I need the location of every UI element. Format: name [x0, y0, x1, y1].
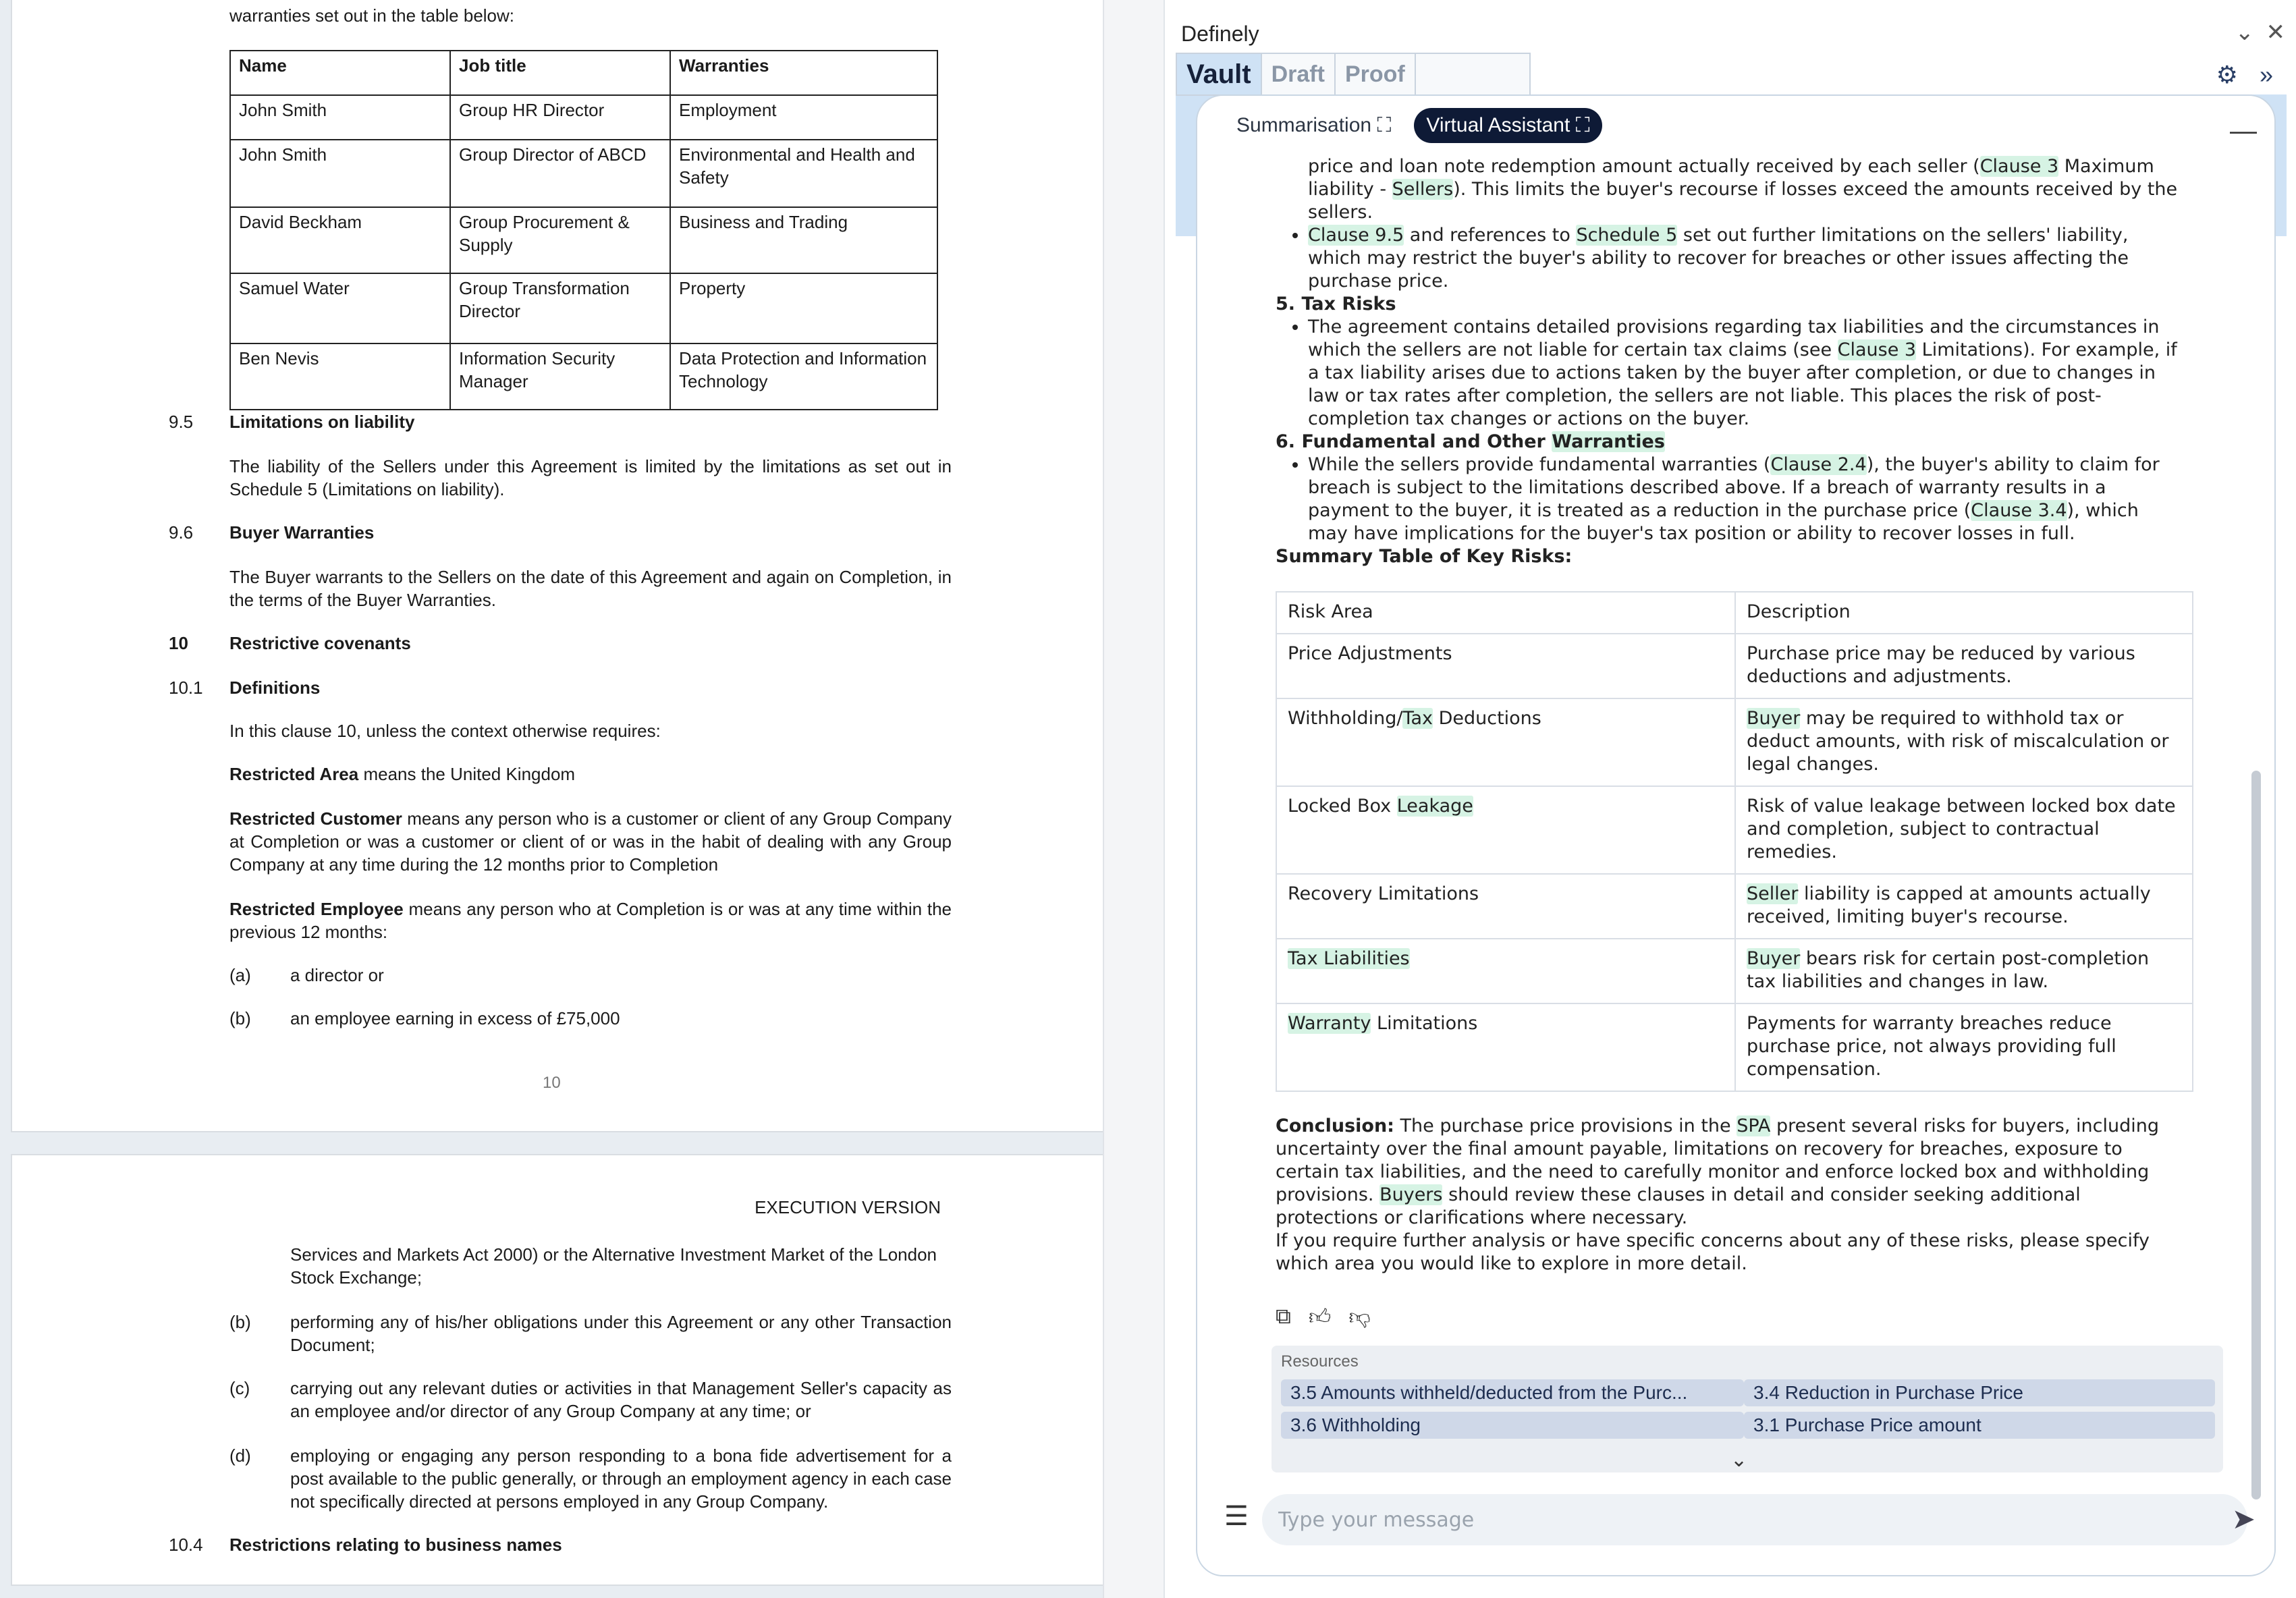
section-text: Services and Markets Act 2000) or the Alternative Investment Market of the London Stock Exchange; — [290, 1244, 937, 1288]
table-cell: Employment — [670, 95, 937, 140]
chevron-down-icon[interactable]: ⌄ — [2235, 20, 2254, 45]
warranties-table — [229, 50, 938, 410]
document-page — [12, 0, 1103, 1131]
message-input[interactable] — [1262, 1494, 2247, 1545]
term-link[interactable]: Seller — [1747, 883, 1799, 904]
expand-icon[interactable]: ⛶ — [1377, 114, 1392, 136]
table-cell: Payments for warranty breaches reduce purchase price, not always providing full compensation. — [1735, 1003, 2193, 1091]
table-header-name: Name — [230, 51, 450, 95]
list-label: (b) — [229, 1312, 251, 1332]
definition: Restricted Customer means any person who is a customer or client of any Group Company at Completion or was a customer or client of or was in the habit of dealing with any Group Company at any time during the 12 months prior to Completion — [229, 808, 952, 875]
term-link[interactable]: Leakage — [1396, 796, 1473, 817]
table-cell: Warranty Limitations — [1276, 1003, 1735, 1091]
thumbs-down-icon[interactable]: 👎︎ — [1348, 1304, 1371, 1329]
table-row — [1276, 939, 2193, 1003]
section-number: 10.1 — [169, 678, 203, 698]
term-link[interactable]: Warranties — [1552, 431, 1665, 452]
table-cell: Group HR Director — [450, 95, 670, 140]
section-heading: Limitations on liability — [229, 412, 415, 432]
list-label: (a) — [229, 965, 251, 985]
clause-link[interactable]: Clause 9.5 — [1308, 225, 1404, 246]
table-header-warranties: Warranties — [670, 51, 937, 95]
table-cell: David Beckham — [230, 207, 450, 273]
menu-icon[interactable]: ☰ — [1224, 1501, 1249, 1531]
document-page — [12, 1155, 1103, 1585]
resource-chip[interactable]: 3.4 Reduction in Purchase Price — [1744, 1379, 2215, 1406]
assistant-tabs — [1224, 108, 1602, 143]
table-cell: Locked Box Leakage — [1276, 786, 1735, 874]
list-label: (c) — [229, 1378, 250, 1398]
list-item: • The agreement contains detailed provisions regarding tax liabilities and the circumstances in which the sellers are not liable for certain tax claims (see Clause 3 Limitations). For example, if a tax liability arises due to actions taken by the buyer after completion, or due to changes in law or tax rates after completion, the sellers are not liable. This places the risk of post-completion tax changes or actions on the buyer. — [1308, 316, 2180, 431]
expand-icon[interactable]: ⛶ — [1575, 114, 1590, 136]
table-cell: Group Procurement & Supply — [450, 207, 670, 273]
section-heading: Buyer Warranties — [229, 522, 375, 543]
table-cell: Information Security Manager — [450, 343, 670, 410]
table-cell: Ben Nevis — [230, 343, 450, 410]
section-text: The liability of the Sellers under this Agreement is limited by the limitations as set out in Schedule 5 (Limitations on liability). — [229, 456, 952, 499]
table-cell: Risk of value leakage between locked box date and completion, subject to contractual remedies. — [1735, 786, 2193, 874]
panel-tabs — [1176, 53, 1531, 94]
panel-toolbar — [2216, 61, 2273, 89]
tab-virtual-assistant[interactable]: Virtual Assistant ⛶ — [1414, 108, 1602, 143]
copy-icon[interactable]: ⧉ — [1276, 1304, 1291, 1328]
message-composer — [1224, 1494, 2256, 1545]
scroll-thumb[interactable] — [2251, 771, 2261, 1499]
page-number: 10 — [543, 1074, 561, 1092]
send-icon[interactable]: ➤ — [2231, 1503, 2256, 1535]
table-row — [230, 140, 937, 207]
table-cell: John Smith — [230, 140, 450, 207]
term-link[interactable]: Tax Liabilities — [1288, 948, 1410, 969]
page-header: EXECUTION VERSION — [755, 1197, 941, 1217]
list-item: an employee earning in excess of £75,000 — [290, 1008, 620, 1028]
assistant-card — [1196, 94, 2276, 1576]
feedback-bar — [1276, 1304, 1371, 1330]
section-number: 9.5 — [169, 412, 194, 432]
table-row — [1276, 634, 2193, 698]
clause-link[interactable]: Clause 3.4 — [1971, 500, 2067, 521]
table-cell: Property — [670, 273, 937, 343]
definition: Restricted Employee means any person who at Completion is or was at any time within the previous 12 months: — [229, 899, 952, 942]
summary-table-title: Summary Table of Key Risks: — [1276, 546, 1573, 567]
table-row — [230, 273, 937, 343]
table-row — [1276, 874, 2193, 939]
conclusion: Conclusion: The purchase price provisions in the SPA present several risks for buyers, including uncertainty over the final amount payable, limitations on recovery for breaches, exposure to certain tax liabilities, and the need to carefully monitor and enforce locked box and withholding provisions. Buyers should review these clauses in detail and consider seeking additional protections or clarifications where necessary. — [1276, 1115, 2160, 1228]
table-cell: Buyer bears risk for certain post-completion tax liabilities and changes in law. — [1735, 939, 2193, 1003]
list-item: price and loan note redemption amount actually received by each seller (Clause 3 Maximum liability - Sellers). This limits the buyer's recourse if losses exceed the amounts received by the sellers. — [1308, 156, 2178, 223]
definely-panel — [1164, 0, 2296, 1598]
document-viewer[interactable] — [12, 0, 1103, 1598]
table-cell: Purchase price may be reduced by various deductions and adjustments. — [1735, 634, 2193, 698]
section-number: 10 — [169, 633, 188, 653]
chevron-down-icon[interactable]: ⌄ — [1730, 1449, 1748, 1471]
term-link[interactable]: Buyer — [1747, 708, 1801, 729]
thumbs-up-icon[interactable]: 👍︎ — [1308, 1304, 1332, 1329]
clause-link[interactable]: Sellers — [1392, 179, 1454, 200]
term-link[interactable]: Buyer — [1747, 948, 1801, 969]
resources-label: Resources — [1281, 1352, 1359, 1371]
clause-link[interactable]: Clause 2.4 — [1770, 454, 1867, 475]
section-heading: Restrictive covenants — [229, 633, 411, 653]
table-row — [1276, 786, 2193, 874]
term-link[interactable]: Tax — [1402, 708, 1433, 729]
assistant-response — [1276, 155, 2180, 1275]
panel-title: Definely — [1181, 22, 1259, 46]
tab-draft[interactable]: Draft — [1261, 53, 1334, 96]
table-row — [230, 207, 937, 273]
table-cell: Withholding/Tax Deductions — [1276, 698, 1735, 786]
clause-link[interactable]: Clause 3 — [1837, 339, 1917, 360]
table-cell: Business and Trading — [670, 207, 937, 273]
table-row — [1276, 698, 2193, 786]
definition: Restricted Area means the United Kingdom — [229, 764, 576, 784]
section-heading: Definitions — [229, 678, 321, 698]
section-text: The Buyer warrants to the Sellers on the date of this Agreement and again on Completion, in the terms of the Buyer Warranties. — [229, 567, 952, 610]
table-row — [230, 95, 937, 140]
table-intro: warranties set out in the table below: — [229, 5, 515, 26]
risk-table — [1276, 591, 2193, 1092]
table-header-description: Description — [1735, 592, 2193, 634]
clause-link[interactable]: Clause 3 — [1979, 156, 2059, 177]
term-link[interactable]: Buyers — [1379, 1184, 1443, 1205]
section-heading: 6. Fundamental and Other Warranties — [1276, 431, 1665, 452]
table-cell: Price Adjustments — [1276, 634, 1735, 698]
table-cell: Seller liability is capped at amounts actually received, limiting buyer's recourse. — [1735, 874, 2193, 939]
tab-empty — [1415, 53, 1531, 96]
tab-summarisation[interactable]: Summarisation ⛶ — [1236, 114, 1392, 136]
tab-proof[interactable]: Proof — [1334, 53, 1415, 96]
scrollbar[interactable] — [2251, 163, 2261, 1486]
gear-icon[interactable]: ⚙ — [2216, 61, 2238, 88]
list-item: a director or — [290, 965, 384, 985]
section-heading: Restrictions relating to business names — [229, 1535, 562, 1555]
table-cell: Group Director of ABCD — [450, 140, 670, 207]
table-header-job-title: Job title — [450, 51, 670, 95]
double-chevron-right-icon[interactable]: » — [2259, 61, 2273, 88]
resource-chip[interactable]: 3.6 Withholding — [1281, 1412, 1744, 1439]
table-cell: Group Transformation Director — [450, 273, 670, 343]
table-row — [1276, 1003, 2193, 1091]
tab-vault[interactable]: Vault — [1176, 53, 1261, 96]
list-item: • While the sellers provide fundamental warranties (Clause 2.4), the buyer's ability to claim for breach is subject to the limitations described above. If a breach of warranty results in a payment to the buyer, it is treated as a reduction in the purchase price (Clause 3.4), which may have implications for the buyer's tax position or ability to recover losses in full. — [1308, 453, 2180, 545]
resource-chip[interactable]: 3.1 Purchase Price amount — [1744, 1412, 2215, 1439]
list-item: carrying out any relevant duties or activities in that Management Seller's capacity as an employee and/or director of any Group Company at any time; or — [290, 1378, 952, 1421]
list-item: • Clause 9.5 and references to Schedule 5 set out further limitations on the sellers' liability, which may restrict the buyer's ability to recover for breaches or other issues affecting the purchase price. — [1308, 224, 2180, 293]
table-cell: Data Protection and Information Technology — [670, 343, 937, 410]
table-cell: Recovery Limitations — [1276, 874, 1735, 939]
list-item: employing or engaging any person responding to a bona fide advertisement for a post available to the public generally, or through an employment agency in each case not specifically directed at persons employed in any Group Company. — [290, 1445, 952, 1512]
table-header-risk-area: Risk Area — [1276, 592, 1735, 634]
resource-chip[interactable]: 3.5 Amounts withheld/deducted from the Purc... — [1281, 1379, 1744, 1406]
table-cell: Samuel Water — [230, 273, 450, 343]
pane-divider[interactable] — [1103, 0, 1164, 1598]
list-label: (b) — [229, 1008, 251, 1028]
clause-link[interactable]: Schedule 5 — [1576, 225, 1678, 246]
close-icon[interactable]: ✕ — [2266, 20, 2285, 45]
section-text: In this clause 10, unless the context otherwise requires: — [229, 721, 661, 741]
table-cell: John Smith — [230, 95, 450, 140]
table-cell: Environmental and Health and Safety — [670, 140, 937, 207]
term-link[interactable]: SPA — [1737, 1115, 1771, 1136]
section-number: 10.4 — [169, 1535, 203, 1555]
section-number: 9.6 — [169, 522, 194, 543]
table-cell — [1276, 939, 1735, 1003]
term-link[interactable]: Warranty — [1288, 1013, 1371, 1034]
table-row — [230, 343, 937, 410]
list-item: performing any of his/her obligations under this Agreement or any other Transaction Document; — [290, 1312, 952, 1355]
followup-text: If you require further analysis or have specific concerns about any of these risks, please specify which area you would like to explore in more detail. — [1276, 1230, 2150, 1274]
section-heading: 5. Tax Risks — [1276, 294, 1396, 314]
resources-box — [1272, 1346, 2223, 1472]
minus-icon[interactable]: — — [2230, 116, 2257, 146]
list-label: (d) — [229, 1445, 251, 1466]
table-cell: Buyer may be required to withhold tax or deduct amounts, with risk of miscalculation or legal changes. — [1735, 698, 2193, 786]
